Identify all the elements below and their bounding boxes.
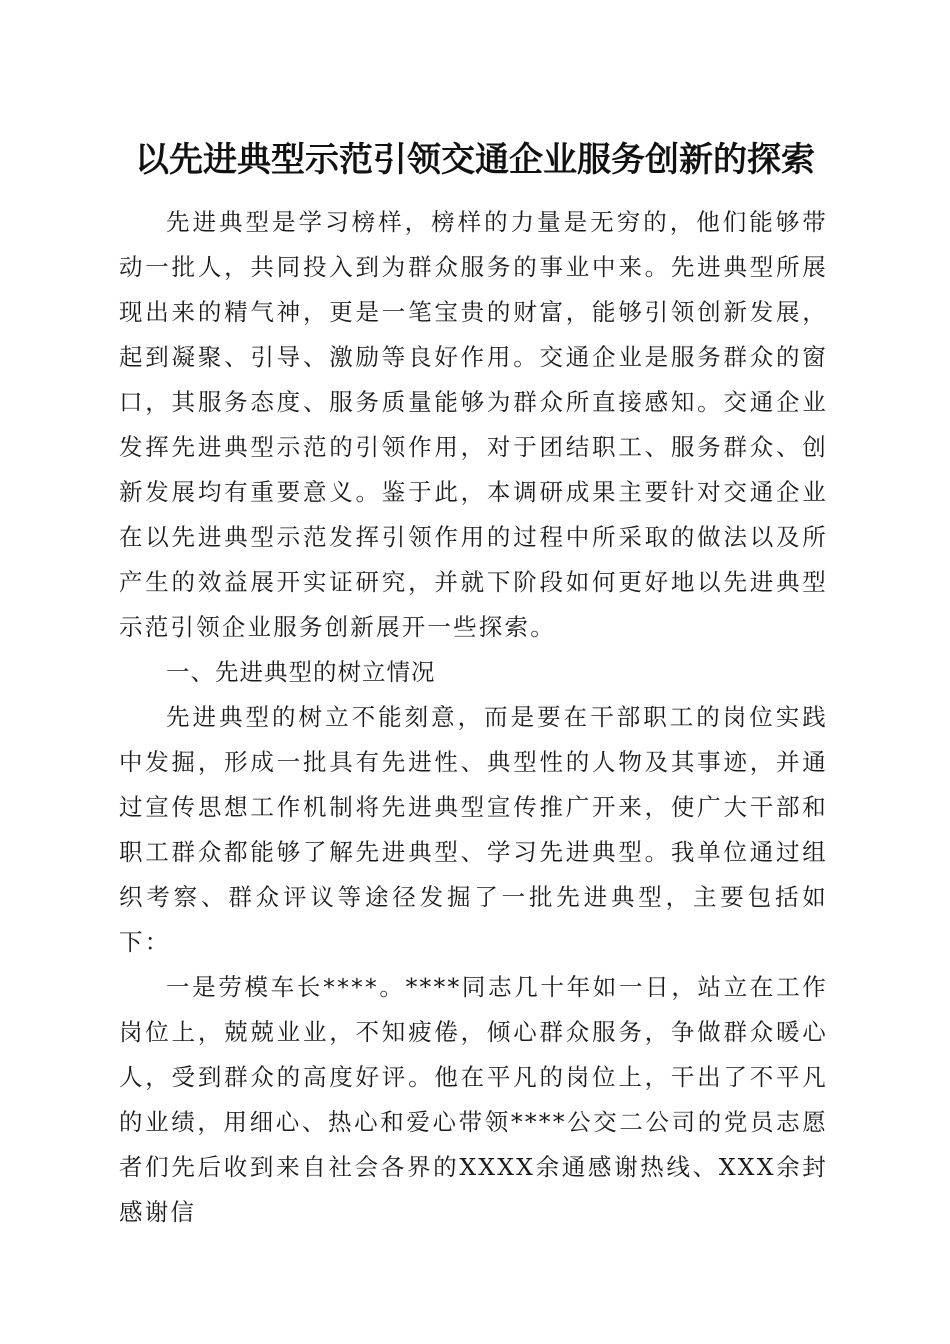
item-text: ****同志几十年如一日，站立在工作岗位上，兢兢业业，不知疲倦，倾心群众服务，争做群众暖心人，受到群众的高度好评。他在平凡的岗位上，干出了不平凡的业绩，用细心、热心和爱心带领****公交二公司的党员志愿者们先后收到来自社会各界的XXXX余通感谢热线、XXX余封感谢信 bbox=[119, 973, 828, 1226]
item-paragraph bbox=[119, 965, 828, 1235]
section-paragraph: 先进典型的树立不能刻意，而是要在干部职工的岗位实践中发掘，形成一批具有先进性、典型性的人物及其事迹，并通过宣传思想工作机制将先进典型宣传推广开来，使广大干部和职工群众都能够了解先进典型、学习先进典型。我单位通过组织考察、群众评议等途径发掘了一批先进典型，主要包括如下： bbox=[119, 703, 828, 956]
item-lead: 一是劳模车长****。 bbox=[166, 973, 406, 1001]
intro-paragraph: 先进典型是学习榜样，榜样的力量是无穷的，他们能够带动一批人，共同投入到为群众服务的事业中来。先进典型所展现出来的精气神，更是一笔宝贵的财富，能够引领创新发展，起到凝聚、引导、激励等良好作用。交通企业是服务群众的窗口，其服务态度、服务质量能够为群众所直接感知。交通企业发挥先进典型示范的引领作用，对于团结职工、服务群众、创新发展均有重要意义。鉴于此，本调研成果主要针对交通企业在以先进典型示范发挥引领作用的过程中所采取的做法以及所产生的效益展开实证研究，并就下阶段如何更好地以先进典型示范引领企业服务创新展开一些探索。 bbox=[119, 208, 828, 641]
document-body bbox=[119, 200, 828, 1235]
document-title: 以先进典型示范引领交通企业服务创新的探索 bbox=[135, 140, 815, 180]
section-heading: 一、先进典型的树立情况 bbox=[166, 658, 436, 686]
